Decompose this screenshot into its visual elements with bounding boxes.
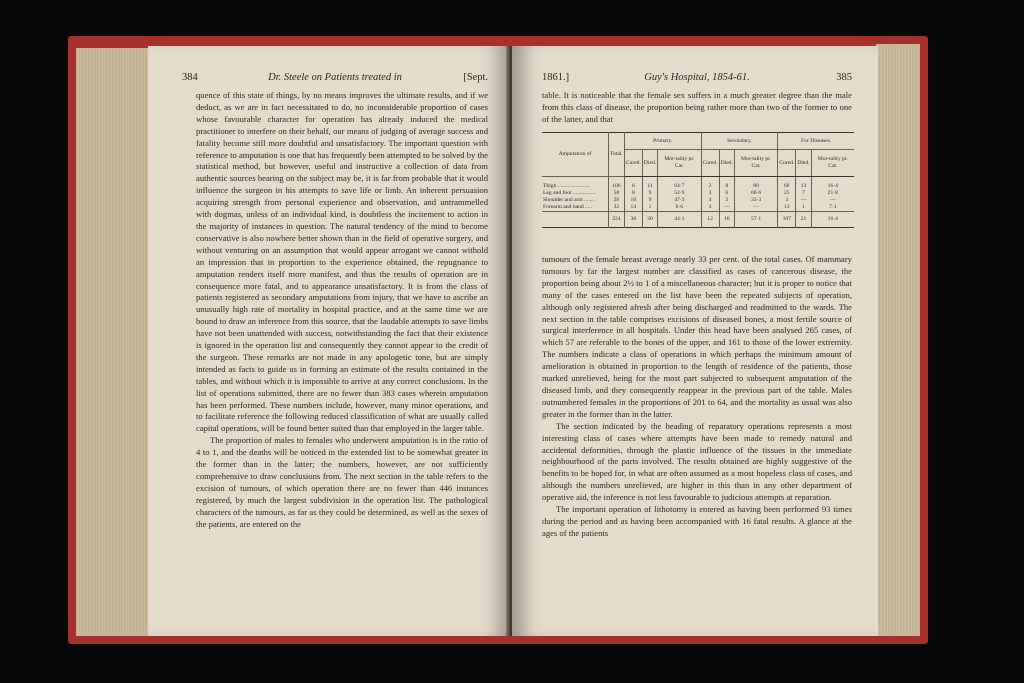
- table-row: [542, 197, 854, 204]
- table-cell: 7·1: [811, 204, 854, 212]
- table-cell: 57·1: [734, 212, 777, 228]
- table-cell: 32: [609, 204, 625, 212]
- group-header-primary: Primary.: [624, 133, 701, 150]
- table-cell: 80: [734, 177, 777, 191]
- table-cell: 38: [624, 212, 642, 228]
- paragraph: table. It is noticeable that the female sex suffers in a much greater degree than the male from this class of disease, the proportion being rather more than two of the former to one of the latter, and that: [542, 90, 852, 124]
- table-cell: 21: [796, 212, 811, 228]
- right-page-edges: [876, 44, 920, 636]
- table-cell: —: [811, 197, 854, 204]
- row-label: Forearm and hand .....: [543, 204, 593, 210]
- right-page-body: [542, 254, 852, 540]
- table-cell: 58: [609, 190, 625, 197]
- table-cell: 12: [701, 212, 719, 228]
- table-cell: 16·4: [811, 212, 854, 228]
- row-label: Leg and foot ................: [543, 190, 596, 196]
- right-running-title: Guy's Hospital, 1854-61.: [644, 72, 750, 83]
- table-cell: 8: [624, 190, 642, 197]
- subcol-cured: Cured.: [778, 150, 796, 177]
- col-amputation-header: Amputation of: [542, 133, 609, 177]
- table-cell: 28: [609, 197, 625, 204]
- table-cell: 11: [642, 177, 657, 191]
- subcol-died: Died.: [642, 150, 657, 177]
- table-cell: 6·6: [658, 204, 701, 212]
- table-cell: 106: [609, 177, 625, 191]
- paragraph: tumours of the female breast average nearly 33 per cent. of the total cases. Of mammary tumours by far the largest number are classified as cases of cancerous disease, the proportion being about 2½ to 1 of a miscellaneous character; but it is proper to notice that many of the cases entered on the list have been the repeated subjects of operation, although only registered afresh after being discharged and readmitted to the wards. The next section in the table comprises excisions of diseased bones, a most fertile source of surgical interference in all hospitals. Under this head have been analysed 265 cases, of which 57 are referable to the bones of the upper, and 161 to those of the lower extremity. The numbers indicate a class of operations in which perhaps the minimum amount of amelioration is obtained in proportion to the length of residence of the patients, those marked unrelieved, being for the most part subjected to subsequent amputation of the diseased limb, and they consequently reappear in the previous part of the table. Males outnumbered females in the proportions of 201 to 64, and the mortality as usual was also greater in the former than in the latter.: [542, 254, 852, 419]
- subcol-died: Died.: [796, 150, 811, 177]
- table-cell: —: [734, 204, 777, 212]
- table-cell: 66: [778, 177, 796, 191]
- right-page: [512, 46, 878, 636]
- table-cell: 6: [624, 177, 642, 191]
- right-page-header: [542, 72, 852, 86]
- table-cell: 30: [642, 212, 657, 228]
- table-cell: 33·3: [734, 197, 777, 204]
- table-cell: 64·7: [658, 177, 701, 191]
- table-cell: 7: [796, 190, 811, 197]
- table-cell: 25: [778, 190, 796, 197]
- table-cell: —: [719, 204, 734, 212]
- table-cell: 4: [701, 197, 719, 204]
- table-cell: 16·4: [811, 177, 854, 191]
- left-page-edges: [76, 48, 154, 636]
- left-running-title: Dr. Steele on Patients treated in: [268, 72, 402, 83]
- right-page-number: 385: [836, 72, 852, 83]
- table-cell: 8: [719, 177, 734, 191]
- right-page-year: 1861.]: [542, 72, 570, 83]
- col-total-header: Total.: [609, 133, 625, 177]
- left-page-date: [Sept.: [463, 72, 488, 83]
- table-row: [542, 190, 854, 197]
- amputation-table: [542, 132, 854, 228]
- group-header-diseases: For Diseases.: [778, 133, 854, 150]
- table-total-row: [542, 212, 854, 228]
- table-cell: 44·1: [658, 212, 701, 228]
- table-cell: 224: [609, 212, 625, 228]
- paragraph: The proportion of males to females who underwent amputation is in the ratio of 4 to 1, and the deaths will be noticed in the extended list to be somewhat greater in the former than in the latter; the numbers, however, are not sufficiently comprehensive to draw conclusions from. The next section in the table refers to the excision of tumours, of which operation there are no fewer than 446 instances registered, by much the largest subdivision in the operation list. The pathological characters of the tumours, as far as they could be determined, as well as the sexes of the patients, are entered on the: [196, 435, 488, 529]
- table-cell: 10: [624, 197, 642, 204]
- subcol-mortality: Mor-tality pr. Cat.: [811, 150, 854, 177]
- table-cell: 6: [719, 190, 734, 197]
- table-cell: 16: [719, 212, 734, 228]
- paragraph: The important operation of lithotomy is entered as having been performed 93 times during the period and as having been accompanied with 16 fatal results. A glance at the ages of the patients: [542, 504, 852, 538]
- table-cell: 3: [701, 204, 719, 212]
- table-cell: —: [796, 197, 811, 204]
- left-page: [148, 46, 510, 636]
- table-cell: 2: [719, 197, 734, 204]
- table-cell: 2: [701, 177, 719, 191]
- table-cell: 13: [796, 177, 811, 191]
- table-cell: 1: [796, 204, 811, 212]
- table-cell: 47·3: [658, 197, 701, 204]
- table-row: [542, 177, 854, 191]
- table-cell: 1: [642, 204, 657, 212]
- subcol-cured: Cured.: [701, 150, 719, 177]
- table-cell: 14: [624, 204, 642, 212]
- table-cell: 3: [701, 190, 719, 197]
- table-cell: 9: [642, 190, 657, 197]
- table-cell: 107: [778, 212, 796, 228]
- paragraph: The section indicated by the heading of reparatory operations represents a most interesting class of cases where attempts have been made to remedy natural and accidental deformities, through the plastic influence of the tissues in the immediate neighbourhood of the parts involved. The results obtained are highly suggestive of the benefits to be hoped for, in what are often assumed as a most hopeless class of cases, and although the numbers unrelieved, are higher in this than in any other department of operative aid, the inference is not less favourable to judicious attempts at reparation.: [542, 420, 852, 503]
- paragraph: quence of this state of things, by no means improves the ultimate results, and if we deduct, as we are in fact necessitated to do, no inconsiderable proportion of cases whose favourable character for operation has already induced the medical practitioner to interfere on their behalf, our means of judging of average success and fatality become still more doubtful and unsatisfactory. The important question with reference to amputation is one that has frequently been attempted to be solved by the statistical method, but however, useful and instructive a collection of data from authentic sources bearing on the subject may be, it is far from probable that it would influence the surgeon in his attempts to save life or limb. An inherent persuasion acquiring strength from personal experience and observation, and untrammelled with dogmas, unless of an individual kind, is doubtless the incitement to action in the majority of instances in question. The natural tendency of the mind to become conservative is also nowhere better shown than in the field of operative surgery, and without venturing on an assumption that would appear arrogant we cannot withold an impression that in proportion to the experience obtained, the repugnance to amputation renders itself more manifest, and thus the results of operation are in consequence more fatal, and to appearance unsatisfactory. It is from the class of patients registered as secondary amputations from injury, that we have to ascribe an unusually high rate of mortality in hospital practice, and at the same time we are bound to draw an inference from this source, that the laudable attempts to save limbs have not been unattended with success, notwithstanding the fact that their existence is ignored in the operation list and consequently they cannot appear to the credit of the surgeon. These remarks are not made in any apologetic tone, but are simply intended as facts to guide us in forming an estimate of the results contained in the tables, and without which it is impossible to arrive at any correct conclusions. In the list of operations submitted, there are no fewer than 383 cases wherein amputation has been performed. These numbers include, however, many minor operations, and to facilitate reference the following reduced classification of what are usually called capital operations, will be found better suited than that employed in the larger table.: [196, 90, 488, 434]
- group-header-secondary: Secondary.: [701, 133, 778, 150]
- table-cell: 9: [642, 197, 657, 204]
- subcol-cured: Cured.: [624, 150, 642, 177]
- left-page-header: [182, 72, 488, 86]
- table-cell: 13: [778, 204, 796, 212]
- table-cell: 66·6: [734, 190, 777, 197]
- table-row: [542, 204, 854, 212]
- subcol-died: Died.: [719, 150, 734, 177]
- row-label: Shoulder and arm .......: [543, 197, 594, 203]
- subcol-mortality: Mor-tality pr. Cat.: [734, 150, 777, 177]
- left-page-body: [196, 90, 488, 531]
- right-page-intro: [542, 90, 852, 126]
- subcol-mortality: Mor-tality pr. Cat.: [658, 150, 701, 177]
- row-label: Thigh .......................: [543, 183, 590, 189]
- table-cell: 52·9: [658, 190, 701, 197]
- table-cell: 3: [778, 197, 796, 204]
- left-page-number: 384: [182, 72, 198, 83]
- table-cell: 21·8: [811, 190, 854, 197]
